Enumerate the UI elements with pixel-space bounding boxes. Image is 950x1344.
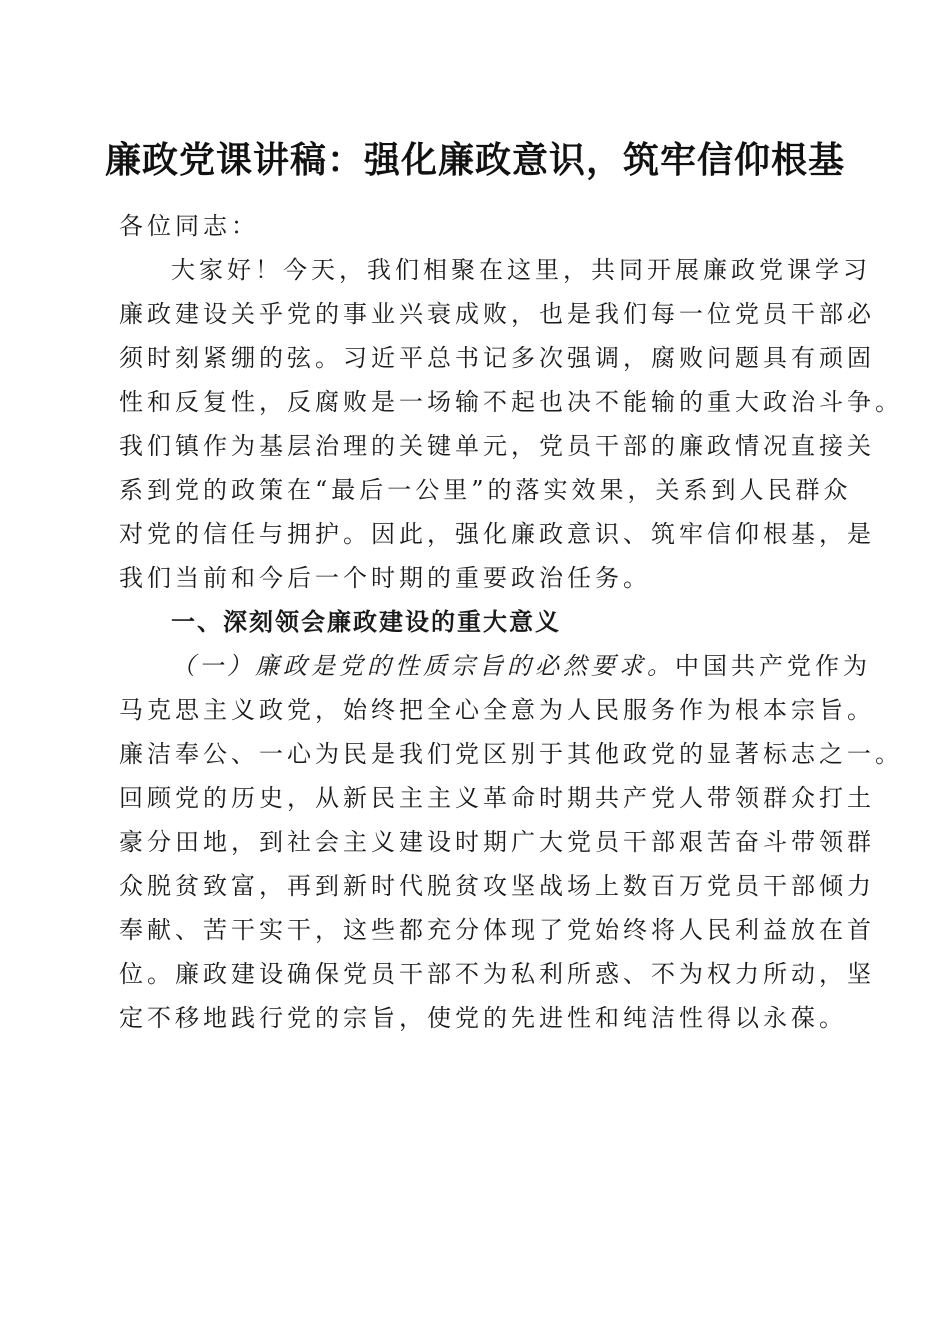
paragraph-line: 众脱贫致富，再到新时代脱贫攻坚战场上数百万党员干部倾力 bbox=[119, 872, 875, 900]
paragraph-line: 位。廉政建设确保党员干部不为私利所惑、不为权力所动，坚 bbox=[119, 960, 875, 988]
paragraph-line: 奉献、苦干实干，这些都充分体现了党始终将人民利益放在首 bbox=[119, 916, 875, 944]
subsection-heading: （一）廉政是党的性质宗旨的必然要求。 bbox=[171, 652, 675, 680]
paragraph-line: 回顾党的历史，从新民主主义革命时期共产党人带领群众打土 bbox=[119, 784, 875, 812]
paragraph-line: 廉政建设关乎党的事业兴衰成败，也是我们每一位党员干部必 bbox=[119, 300, 875, 328]
paragraph-text: 中国共产党作为 bbox=[675, 652, 871, 680]
section-heading: 一、深刻领会廉政建设的重大意义 bbox=[171, 608, 561, 636]
paragraph-line: 我们当前和今后一个时期的重要政治任务。 bbox=[119, 564, 651, 592]
paragraph-line: 豪分田地，到社会主义建设时期广大党员干部艰苦奋斗带领群 bbox=[119, 828, 875, 856]
paragraph-line: 廉洁奉公、一心为民是我们党区别于其他政党的显著标志之一。 bbox=[119, 740, 903, 768]
paragraph-line: 我们镇作为基层治理的关键单元，党员干部的廉政情况直接关 bbox=[119, 432, 875, 460]
paragraph-line: 定不移地践行党的宗旨，使党的先进性和纯洁性得以永葆。 bbox=[119, 1004, 847, 1032]
document-title: 廉政党课讲稿：强化廉政意识，筑牢信仰根基 bbox=[104, 139, 845, 181]
paragraph-line: 马克思主义政党，始终把全心全意为人民服务作为根本宗旨。 bbox=[119, 696, 875, 724]
paragraph-line: 大家好！今天，我们相聚在这里，共同开展廉政党课学习 bbox=[171, 256, 871, 284]
salutation: 各位同志： bbox=[119, 212, 259, 240]
paragraph-line: 性和反复性，反腐败是一场输不起也决不能输的重大政治斗争。 bbox=[119, 388, 903, 416]
paragraph-line: 系到党的政策在“最后一公里”的落实效果，关系到人民群众 bbox=[119, 476, 852, 504]
paragraph-line: 须时刻紧绷的弦。习近平总书记多次强调，腐败问题具有顽固 bbox=[119, 344, 875, 372]
paragraph-line: 对党的信任与拥护。因此，强化廉政意识、筑牢信仰根基，是 bbox=[119, 520, 875, 548]
document-body bbox=[119, 204, 903, 1040]
paragraph-line bbox=[119, 644, 871, 688]
